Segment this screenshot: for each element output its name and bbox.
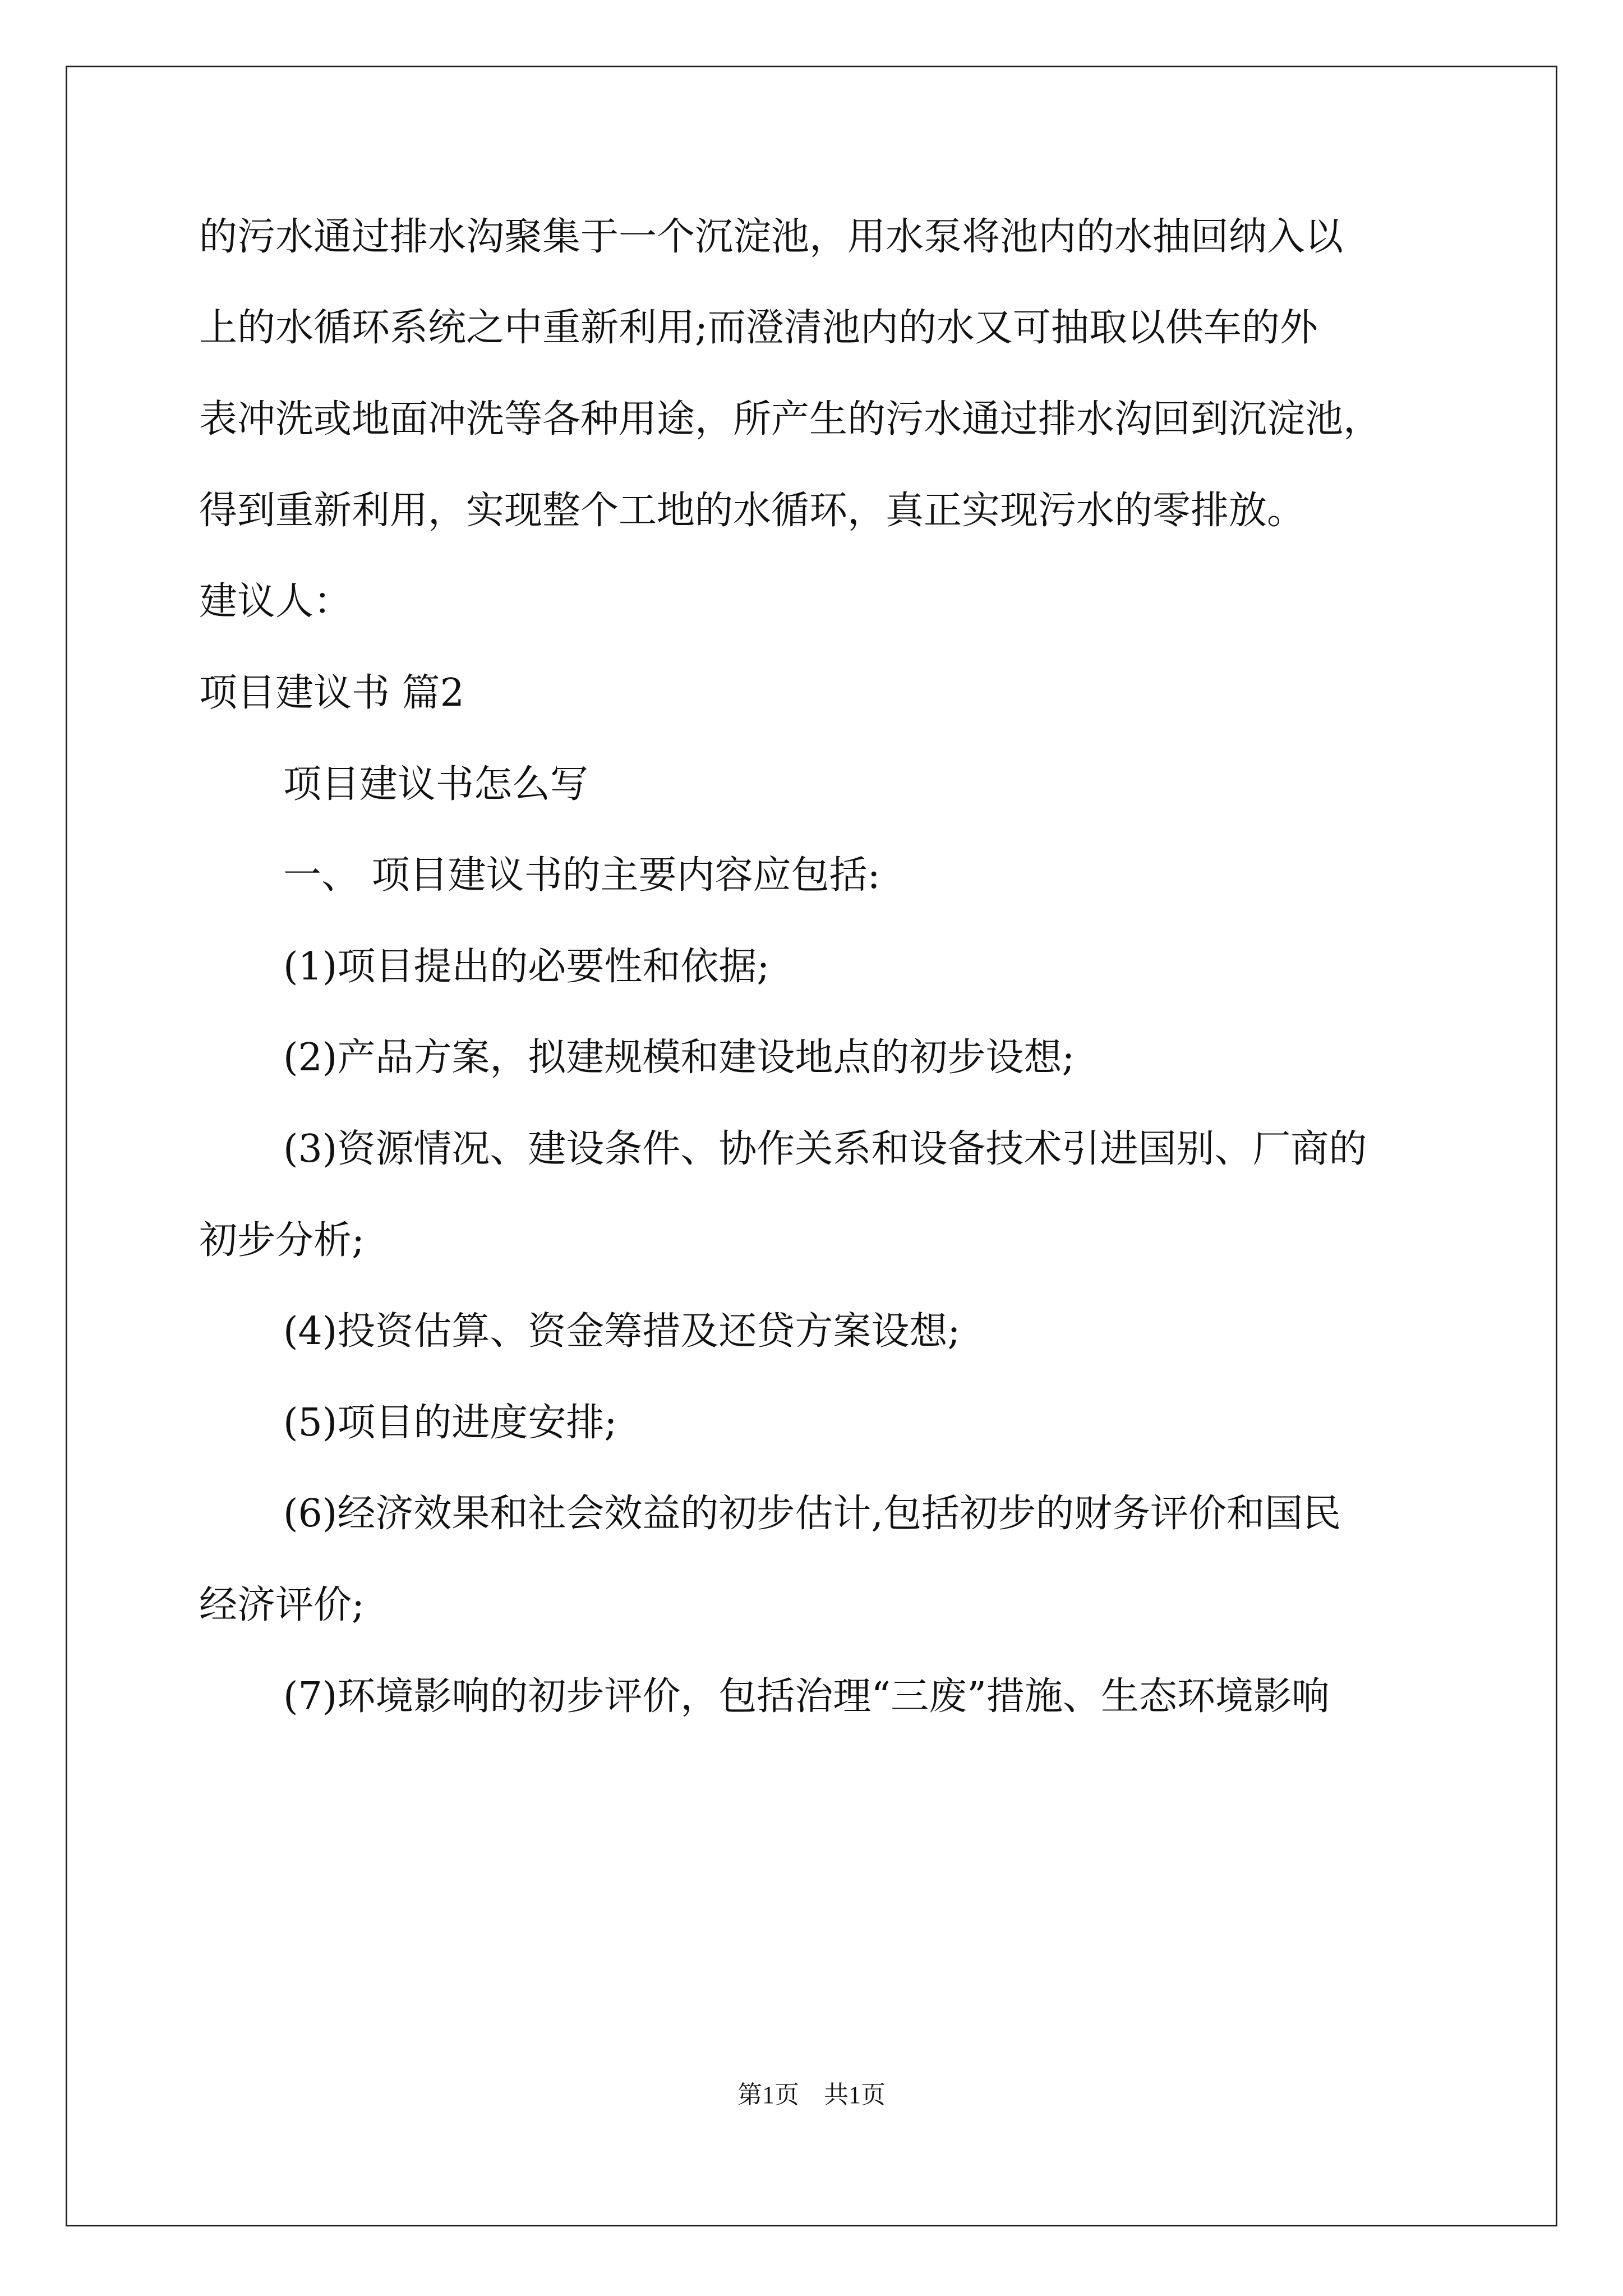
list-item-2: (2)产品方案，拟建规模和建设地点的初步设想; xyxy=(283,1036,1075,1080)
list-item-3-cont: 初步分析; xyxy=(199,1218,365,1263)
list-item-6: (6)经济效果和社会效益的初步估计,包括初步的财务评价和国民 xyxy=(283,1492,1341,1536)
list-item-5: (5)项目的进度安排; xyxy=(283,1401,617,1445)
list-item-7: (7)环境影响的初步评价，包括治理“三废”措施、生态环境影响 xyxy=(283,1674,1330,1719)
page-footer: 第1页 共1页 xyxy=(737,2081,886,2109)
body-line-4: 得到重新利用，实现整个工地的水循环，真正实现污水的零排放。 xyxy=(199,489,1306,533)
proposer-label: 建议人： xyxy=(199,579,352,624)
body-line-1: 的污水通过排水沟聚集于一个沉淀池，用水泵将池内的水抽回纳入以 xyxy=(199,215,1344,259)
section-heading: 项目建议书 篇2 xyxy=(199,671,464,715)
list-item-6-cont: 经济评价; xyxy=(199,1583,365,1627)
list-item-3: (3)资源情况、建设条件、协作关系和设备技术引进国别、厂商的 xyxy=(283,1127,1367,1171)
list-item-1: (1)项目提出的必要性和依据; xyxy=(283,945,770,989)
body-line-3: 表冲洗或地面冲洗等各种用途，所产生的污水通过排水沟回到沉淀池， xyxy=(199,397,1382,441)
subheading: 项目建议书怎么写 xyxy=(283,762,589,807)
list-intro: 一、 项目建议书的主要内容应包括: xyxy=(283,853,880,898)
body-line-2: 上的水循环系统之中重新利用;而澄清池内的水又可抽取以供车的外 xyxy=(199,306,1318,350)
list-item-4: (4)投资估算、资金筹措及还贷方案设想; xyxy=(283,1309,961,1354)
